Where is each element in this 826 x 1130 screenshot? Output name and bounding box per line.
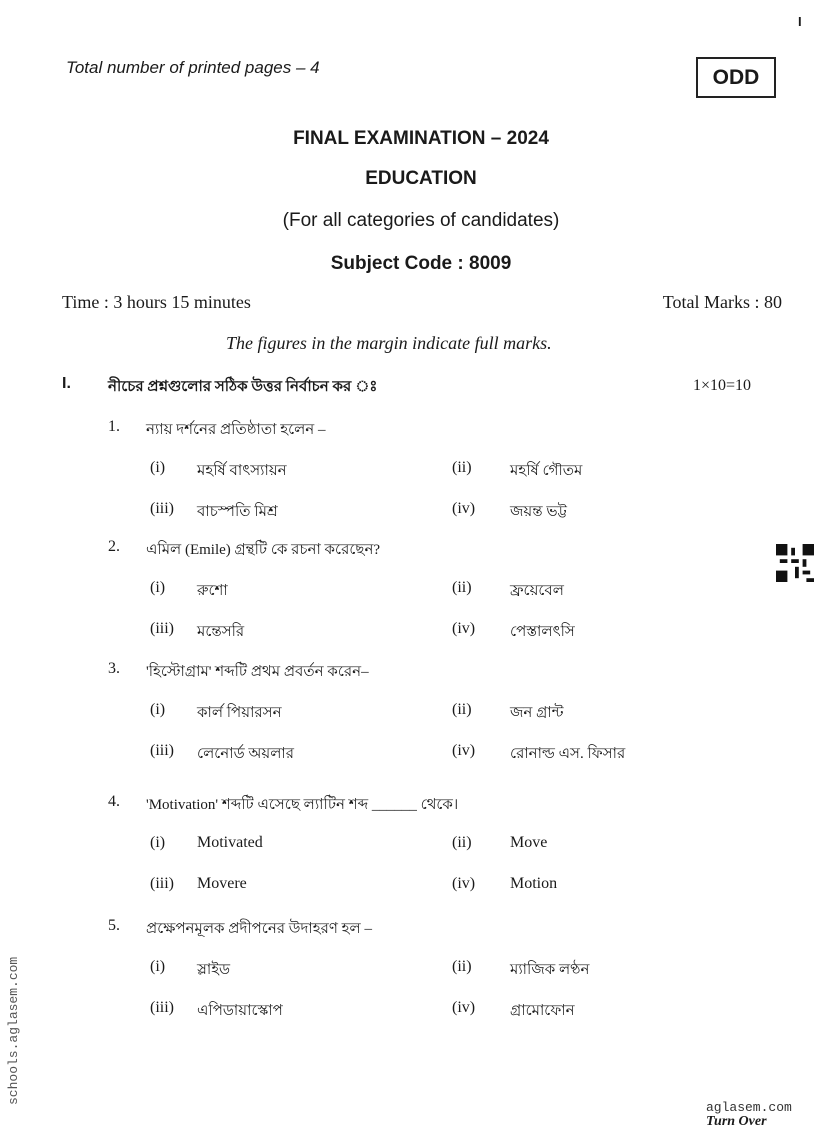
question-number: 1. xyxy=(108,418,120,435)
side-watermark: schools.aglasem.com xyxy=(6,956,21,1105)
option-text: মন্তেসরি xyxy=(197,624,245,640)
option-text: লেনোর্ড অয়লার xyxy=(197,746,294,762)
subject-code: Subject Code : 8009 xyxy=(330,253,512,274)
option-text: Move xyxy=(510,834,548,851)
exam-title: FINAL EXAMINATION – 2024 xyxy=(293,128,549,149)
option-text: এপিডায়াস্কোপ xyxy=(197,1003,283,1019)
option-text: ম্যাজিক লণ্ঠন xyxy=(510,962,590,978)
option-text: জন গ্রান্ট xyxy=(510,705,564,721)
option-label: (iii) xyxy=(150,999,174,1016)
option-label: (iv) xyxy=(452,620,476,637)
option-text: রুশো xyxy=(197,583,228,599)
option-label: (i) xyxy=(150,834,166,851)
option-label: (iii) xyxy=(150,500,174,517)
option-label: (ii) xyxy=(452,579,472,596)
turn-over-note: Turn Over xyxy=(706,1114,767,1129)
section-instruction: নীচের প্রশ্নগুলোর সঠিক উত্তর নির্বাচন কর ঃ xyxy=(108,379,378,395)
option-label: (iv) xyxy=(452,999,476,1016)
option-label: (i) xyxy=(150,459,166,476)
option-text: বাচস্পতি মিশ্র xyxy=(197,504,278,520)
option-text: ফ্রয়েবেল xyxy=(510,583,564,599)
option-label: (iii) xyxy=(150,875,174,892)
option-label: (iii) xyxy=(150,620,174,637)
bottom-watermark: aglasem.com xyxy=(706,1100,792,1115)
option-label: (i) xyxy=(150,701,166,718)
qr-code-icon xyxy=(776,544,814,582)
option-text: স্লাইড xyxy=(197,962,231,978)
option-label: (i) xyxy=(150,958,166,975)
option-text: মহর্ষি গৌতম xyxy=(510,463,583,479)
option-label: (iii) xyxy=(150,742,174,759)
option-label: (ii) xyxy=(452,834,472,851)
section-number: I. xyxy=(62,375,71,392)
subject-title: EDUCATION xyxy=(365,168,477,189)
option-text: মহর্ষি বাৎস্যায়ন xyxy=(197,463,287,479)
option-label: (iv) xyxy=(452,742,476,759)
question-number: 2. xyxy=(108,538,120,555)
total-marks: Total Marks : 80 xyxy=(662,292,782,312)
option-label: (i) xyxy=(150,579,166,596)
time-allowed: Time : 3 hours 15 minutes xyxy=(62,292,251,312)
question-number: 4. xyxy=(108,793,120,810)
option-text: গ্রামোফোন xyxy=(510,1003,575,1019)
option-text: Movere xyxy=(197,875,247,892)
odd-badge: ODD xyxy=(696,57,776,98)
page-number: I xyxy=(798,14,802,29)
question-text: এমিল (Emile) গ্রন্থটি কে রচনা করেছেন? xyxy=(146,542,381,558)
option-label: (iv) xyxy=(452,875,476,892)
question-text: ন্যায় দর্শনের প্রতিষ্ঠাতা হলেন – xyxy=(146,422,326,438)
candidates-note: (For all categories of candidates) xyxy=(282,210,560,231)
option-text: রোনাল্ড এস. ফিসার xyxy=(510,746,626,762)
option-label: (iv) xyxy=(452,500,476,517)
option-text: Motivated xyxy=(197,834,263,851)
question-text: প্রক্ষেপনমূলক প্রদীপনের উদাহরণ হল – xyxy=(146,921,372,937)
question-text: 'Motivation' শব্দটি এসেছে ল্যাটিন শব্দ ______ থেকে। xyxy=(146,797,459,813)
option-text: কার্ল পিয়ারসন xyxy=(197,705,282,721)
option-label: (ii) xyxy=(452,701,472,718)
option-label: (ii) xyxy=(452,459,472,476)
question-number: 3. xyxy=(108,660,120,677)
margin-note: The figures in the margin indicate full marks. xyxy=(226,333,552,353)
option-text: জয়ন্ত ভট্ট xyxy=(510,504,567,520)
section-marks: 1×10=10 xyxy=(693,377,752,394)
printed-pages-note: Total number of printed pages – 4 xyxy=(66,58,320,77)
question-text: 'হিস্টোগ্রাম' শব্দটি প্রথম প্রবর্তন করেন– xyxy=(146,664,369,680)
option-label: (ii) xyxy=(452,958,472,975)
question-number: 5. xyxy=(108,917,120,934)
option-text: পেস্তালৎসি xyxy=(510,624,575,640)
option-text: Motion xyxy=(510,875,558,892)
